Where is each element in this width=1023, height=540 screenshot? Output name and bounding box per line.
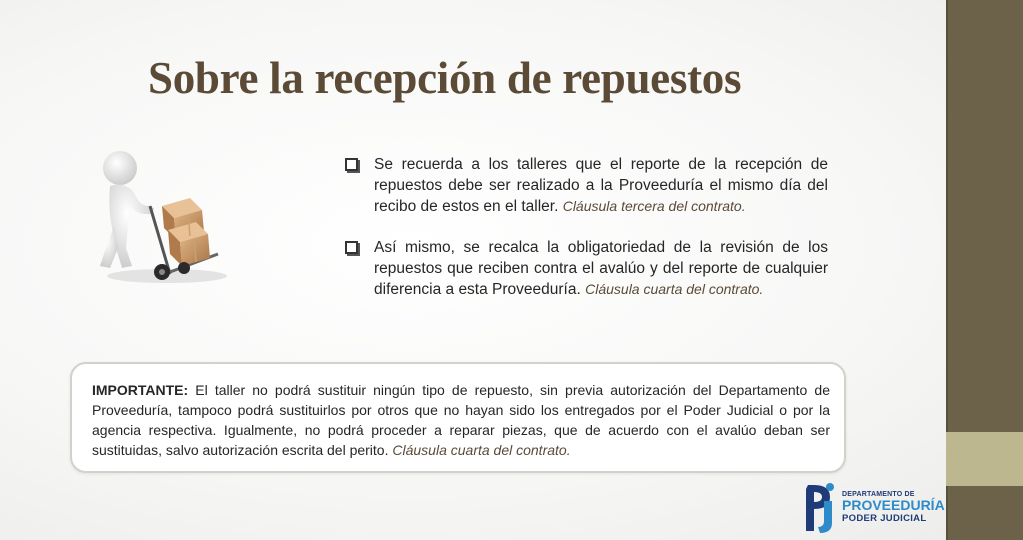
important-text: El taller no podrá sustituir ningún tipo de repuesto, sin previa autorización del Departamento de Proveeduría, tampoco podrá sustituirlos por otros que no hayan sido los entregados por el Poder Judicial o por la agencia respectiva. Igualmente, no podrá proceder a reparar piezas, que de acuerdo con el avalúo deban ser sustituidas, salvo autorización escrita del perito.	[92, 382, 830, 458]
hand-truck-figure-icon	[92, 148, 232, 293]
checkbox-square-icon	[345, 158, 358, 171]
bullet-item	[342, 237, 828, 300]
right-decorative-bar	[946, 0, 1023, 540]
bullet-clause: Cláusula tercera del contrato.	[562, 198, 746, 214]
bullet-text: Se recuerda a los talleres que el reporte de la recepción de repuestos debe ser realizado a la Proveeduría el mismo día del recibo de estos en el taller.	[374, 156, 828, 215]
bullet-item	[342, 154, 828, 217]
important-label: IMPORTANTE:	[92, 382, 189, 398]
checkbox-square-icon	[345, 241, 358, 254]
important-clause: Cláusula cuarta del contrato.	[392, 442, 571, 458]
important-notice-box	[70, 362, 846, 473]
slide-title: Sobre la recepción de repuestos	[148, 53, 742, 103]
bullet-clause: Cláusula cuarta del contrato.	[585, 281, 764, 297]
bullet-text: Así mismo, se recalca la obligatoriedad de la revisión de los repuestos que reciben contra el avalúo y del reporte de cualquier diferencia a esta Proveeduría.	[374, 239, 828, 298]
logo-text	[842, 491, 945, 524]
proveeduria-logo	[796, 479, 945, 535]
logo-line-3: PODER JUDICIAL	[842, 513, 927, 524]
sidebar-accent-block	[946, 432, 1023, 486]
logo-line-2: PROVEEDURÍA	[842, 497, 945, 513]
bullet-list	[342, 154, 828, 300]
logo-line-1: DEPARTAMENTO DE	[842, 491, 915, 498]
poder-judicial-logo-icon	[796, 479, 842, 535]
